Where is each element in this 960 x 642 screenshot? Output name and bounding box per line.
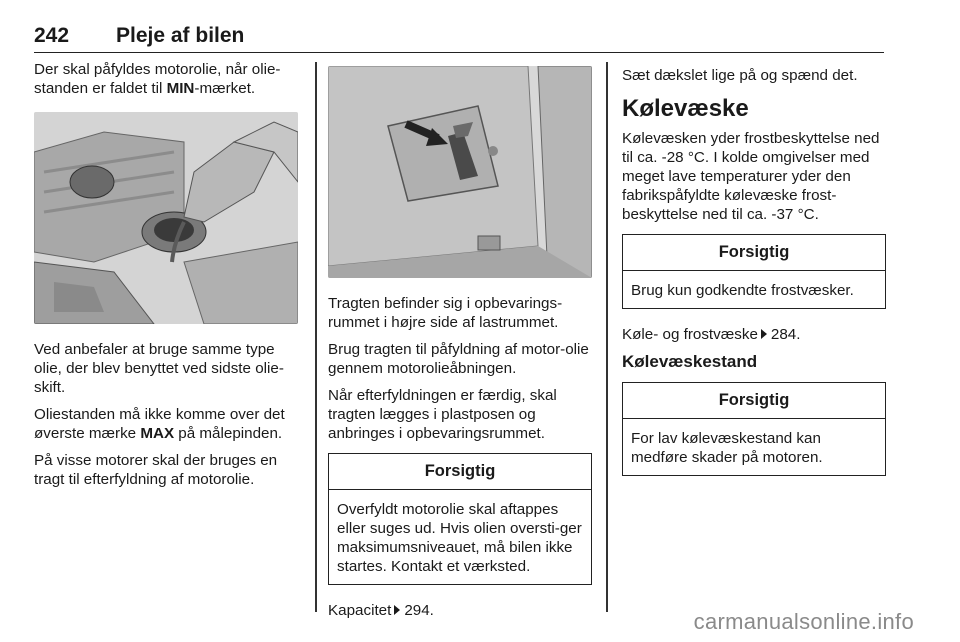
paragraph: Tragten befinder sig i opbevarings-rummet i højre side af lastrummet.: [328, 295, 563, 331]
column-divider: [315, 62, 317, 612]
column-3: [622, 60, 886, 492]
paragraph: Sæt dækslet lige på og spænd det.: [622, 67, 858, 84]
column-2: [328, 60, 592, 628]
chapter-title: Pleje af bilen: [116, 24, 245, 47]
caution-text: Brug kun godkendte frostvæsker.: [631, 282, 854, 299]
caution-text: Overfyldt motorolie skal aftappes eller suges ud. Hvis olien oversti-ger maksimumsniveauet, må bilen ikke startes. Kontakt et værksted.: [337, 501, 582, 575]
paragraph: På visse motorer skal der bruges en tragt til efterfyldning af motorolie.: [34, 452, 278, 488]
caution-box: [328, 453, 592, 585]
paragraph: Kølevæsken yder frostbeskyttelse ned til ca. -28 °C. I kolde omgivelser med meget lave temperaturer yder den fabrikspåfyldte kølevæske frost-beskyttelse ned til ca. -37 °C.: [622, 130, 880, 223]
page-header: [34, 22, 884, 53]
paragraph: Brug tragten til påfyldning af motor-olie gennem motorolieåbningen.: [328, 341, 589, 377]
caution-title: Forsigtig: [623, 383, 885, 419]
caution-title: Forsigtig: [329, 454, 591, 490]
page-reference-icon: [761, 329, 767, 339]
watermark: carmanualsonline.info: [693, 609, 914, 634]
page-number: 242: [34, 24, 70, 47]
caution-box: [622, 234, 886, 309]
column-1: [34, 60, 302, 497]
subsection-heading: Kølevæskestand: [622, 352, 758, 371]
column-divider: [606, 62, 608, 612]
engine-oil-filling-illustration: [34, 112, 298, 324]
trunk-storage-funnel-illustration: [328, 66, 592, 278]
paragraph: Oliestanden må ikke komme over det øverste mærke MAX på målepinden.: [34, 406, 285, 442]
capacity-reference: Kapacitet 294.: [328, 602, 434, 619]
caution-text: For lav kølevæskestand kan medføre skader på motoren.: [631, 430, 823, 466]
paragraph: Ved anbefaler at bruge samme type olie, der blev benyttet ved sidste olie-skift.: [34, 341, 284, 396]
caution-box: [622, 382, 886, 476]
page-reference-icon: [394, 605, 400, 615]
section-heading: Kølevæske: [622, 95, 749, 122]
paragraph: Når efterfyldningen er færdig, skal tragten lægges i plastposen og anbringes i opbevaringsrummet.: [328, 387, 557, 442]
caution-title: Forsigtig: [623, 235, 885, 271]
coolant-reference: Køle- og frostvæske 284.: [622, 326, 801, 343]
intro-paragraph: Der skal påfyldes motorolie, når olie-standen er faldet til MIN-mærket.: [34, 61, 281, 97]
